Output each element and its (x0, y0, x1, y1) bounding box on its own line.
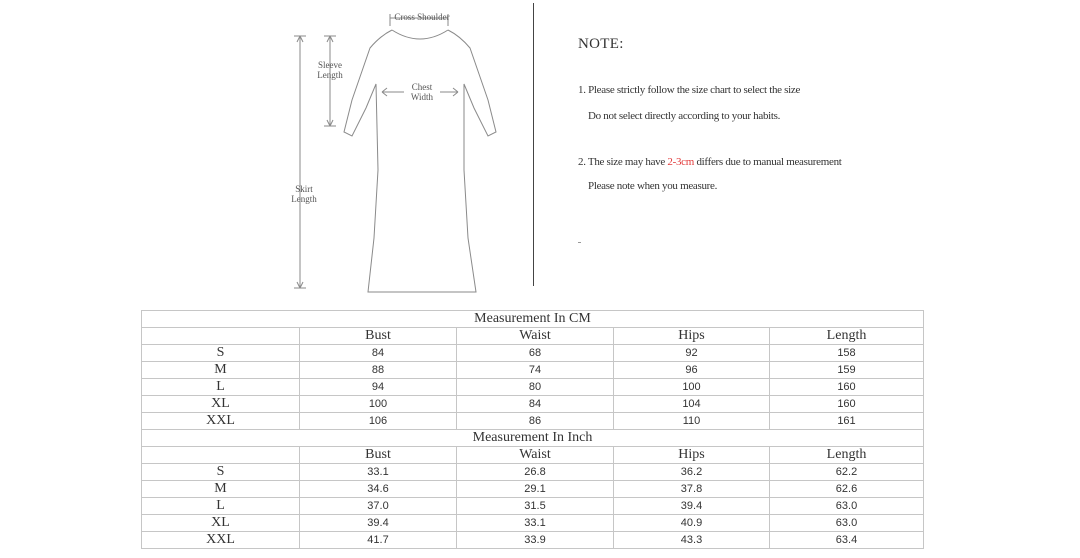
size-cell: XXL (142, 413, 300, 430)
header-cell: Length (770, 328, 924, 345)
header-cell: Waist (457, 328, 614, 345)
value-cell: 36.2 (614, 464, 770, 481)
chest-width-label-line1: Chest (411, 82, 433, 92)
section-title-cm: Measurement In CM (142, 311, 924, 328)
note-title: NOTE: (578, 36, 624, 52)
divider-mark (578, 242, 581, 243)
value-cell: 34.6 (300, 481, 457, 498)
value-cell: 63.4 (770, 532, 924, 549)
value-cell: 110 (614, 413, 770, 430)
size-cell: M (142, 481, 300, 498)
size-cell: XL (142, 396, 300, 413)
size-cell: XL (142, 515, 300, 532)
value-cell: 29.1 (457, 481, 614, 498)
vertical-divider (533, 3, 534, 286)
value-cell: 33.1 (457, 515, 614, 532)
table-row (142, 481, 924, 498)
value-cell: 160 (770, 379, 924, 396)
value-cell: 100 (614, 379, 770, 396)
value-cell: 94 (300, 379, 457, 396)
note-line-1: 1. Please strictly follow the size chart to select the size (578, 84, 801, 96)
size-cell: L (142, 379, 300, 396)
value-cell: 84 (300, 345, 457, 362)
value-cell: 161 (770, 413, 924, 430)
value-cell: 41.7 (300, 532, 457, 549)
note-line-2: Do not select directly according to your habits. (588, 110, 781, 122)
table-row (142, 532, 924, 549)
table-row (142, 362, 924, 379)
sleeve-length-label-line1: Sleeve (318, 60, 342, 70)
chest-width-label (402, 82, 442, 102)
value-cell: 160 (770, 396, 924, 413)
value-cell: 68 (457, 345, 614, 362)
header-cell: Waist (457, 447, 614, 464)
chest-width-label-line2: Width (410, 92, 434, 102)
value-cell: 37.8 (614, 481, 770, 498)
value-cell: 96 (614, 362, 770, 379)
header-cell: Length (770, 447, 924, 464)
header-cell: Bust (300, 328, 457, 345)
table-section-title-row (142, 311, 924, 328)
header-cell (142, 447, 300, 464)
value-cell: 88 (300, 362, 457, 379)
value-cell: 159 (770, 362, 924, 379)
table-row (142, 413, 924, 430)
value-cell: 33.9 (457, 532, 614, 549)
value-cell: 63.0 (770, 498, 924, 515)
skirt-length-label-line2: Length (291, 194, 317, 204)
note-line-3-prefix: 2. The size may have (578, 156, 668, 168)
value-cell: 31.5 (457, 498, 614, 515)
value-cell: 26.8 (457, 464, 614, 481)
cross-shoulder-label: Cross Shoulder (394, 12, 450, 22)
note-line-3-suffix: differs due to manual measurement (694, 156, 842, 168)
value-cell: 106 (300, 413, 457, 430)
table-header-row (142, 328, 924, 345)
value-cell: 84 (457, 396, 614, 413)
header-cell: Hips (614, 328, 770, 345)
size-cell: XXL (142, 532, 300, 549)
size-cell: M (142, 362, 300, 379)
table-header-row (142, 447, 924, 464)
value-cell: 92 (614, 345, 770, 362)
header-cell (142, 328, 300, 345)
value-cell: 39.4 (614, 498, 770, 515)
value-cell: 39.4 (300, 515, 457, 532)
value-cell: 158 (770, 345, 924, 362)
value-cell: 100 (300, 396, 457, 413)
value-cell: 62.2 (770, 464, 924, 481)
skirt-length-label (284, 184, 324, 204)
table-row (142, 515, 924, 532)
value-cell: 104 (614, 396, 770, 413)
header-cell: Hips (614, 447, 770, 464)
dress-outline-illustration (280, 0, 540, 300)
size-chart-table (141, 310, 924, 549)
size-cell: S (142, 464, 300, 481)
size-cell: L (142, 498, 300, 515)
table-row (142, 379, 924, 396)
value-cell: 63.0 (770, 515, 924, 532)
table-section-title-row (142, 430, 924, 447)
section-title-inch: Measurement In Inch (142, 430, 924, 447)
note-highlight: 2-3cm (667, 156, 695, 168)
dress-measurement-diagram (280, 0, 540, 300)
sleeve-length-label (308, 60, 352, 80)
table-row (142, 498, 924, 515)
sleeve-length-label-line2: Length (317, 70, 343, 80)
value-cell: 33.1 (300, 464, 457, 481)
table-row (142, 464, 924, 481)
table-row (142, 396, 924, 413)
value-cell: 37.0 (300, 498, 457, 515)
table-row (142, 345, 924, 362)
header-cell: Bust (300, 447, 457, 464)
size-cell: S (142, 345, 300, 362)
value-cell: 43.3 (614, 532, 770, 549)
note-line-4: Please note when you measure. (588, 180, 718, 192)
note-line-3 (578, 156, 842, 168)
skirt-length-label-line1: Skirt (295, 184, 313, 194)
value-cell: 62.6 (770, 481, 924, 498)
value-cell: 40.9 (614, 515, 770, 532)
value-cell: 86 (457, 413, 614, 430)
value-cell: 74 (457, 362, 614, 379)
value-cell: 80 (457, 379, 614, 396)
